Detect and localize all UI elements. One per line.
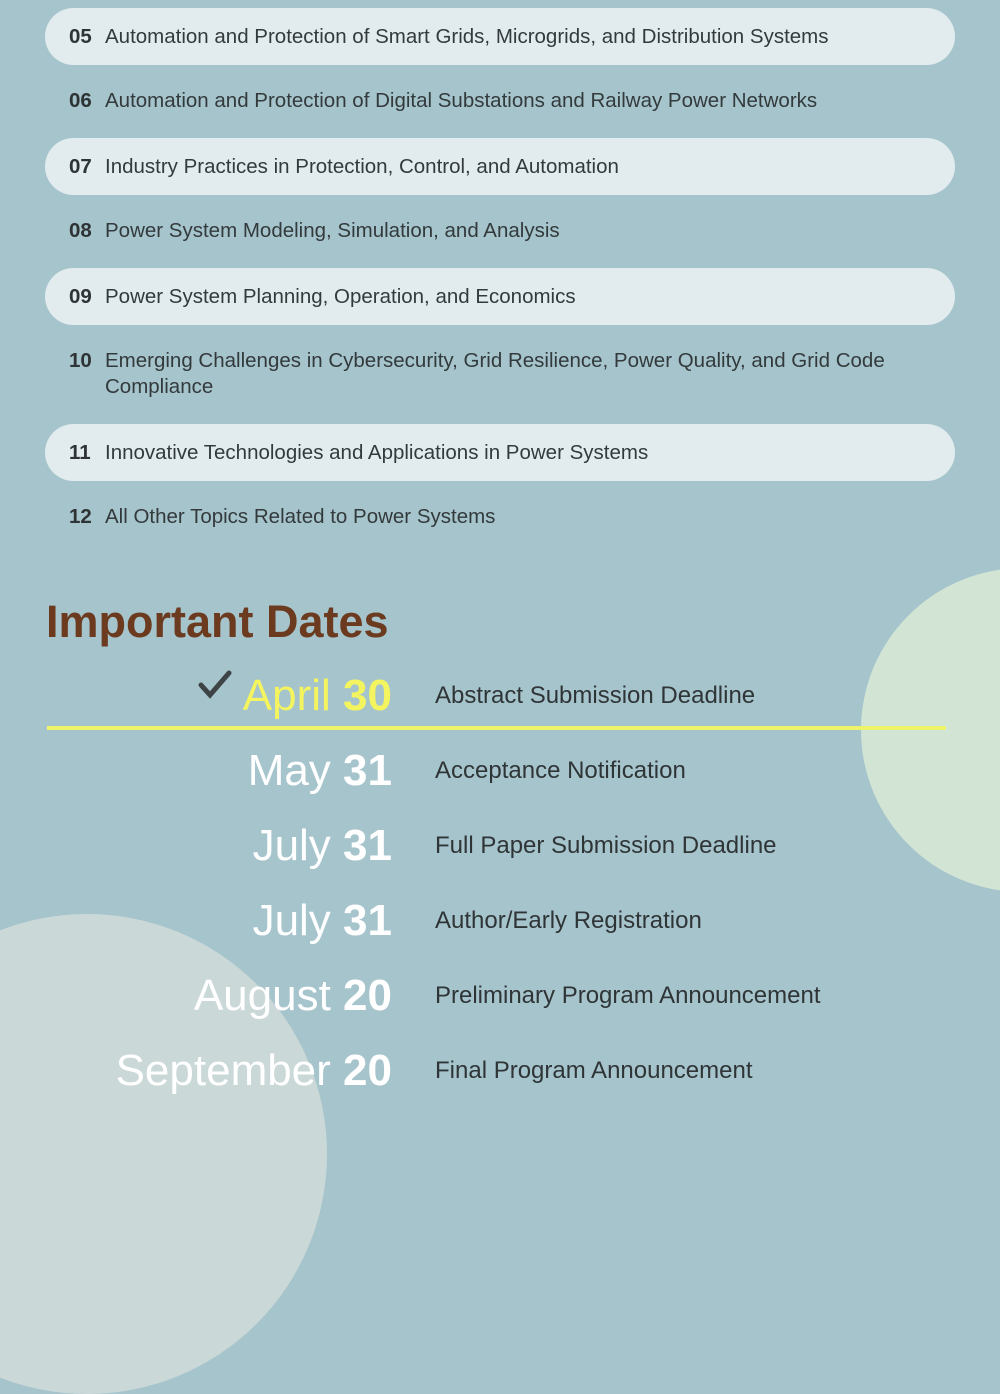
date-day: 31 <box>343 821 392 870</box>
topic-item <box>45 268 955 325</box>
topic-title: Automation and Protection of Digital Substations and Railway Power Networks <box>105 89 818 112</box>
topic-number: 10 <box>69 349 92 372</box>
date-label <box>248 741 392 801</box>
topic-number: 08 <box>69 219 92 242</box>
topic-title: Power System Planning, Operation, and Economics <box>105 284 576 308</box>
topic-title: All Other Topics Related to Power Systems <box>105 505 496 528</box>
date-event: Preliminary Program Announcement <box>435 982 821 1009</box>
date-row <box>0 1041 1000 1101</box>
topic-title: Automation and Protection of Smart Grids, Microgrids, and Distribution Systems <box>105 24 829 48</box>
date-label <box>253 891 392 951</box>
topic-title: Emerging Challenges in Cybersecurity, Grid Resilience, Power Quality, and Grid Code Compliance <box>105 349 885 398</box>
date-row <box>0 741 1000 801</box>
date-event: Acceptance Notification <box>435 757 686 784</box>
date-month: May <box>247 746 331 795</box>
date-label <box>116 1041 392 1101</box>
topic-item <box>45 88 955 114</box>
date-day: 30 <box>343 671 392 720</box>
date-month: July <box>252 821 331 870</box>
date-row <box>0 816 1000 876</box>
date-event: Final Program Announcement <box>435 1057 753 1084</box>
date-month: August <box>193 971 331 1020</box>
topic-number: 09 <box>69 284 92 308</box>
date-label <box>243 666 392 726</box>
date-event: Author/Early Registration <box>435 907 702 934</box>
topic-item <box>45 8 955 65</box>
date-day: 20 <box>343 1046 392 1095</box>
date-event: Full Paper Submission Deadline <box>435 832 777 859</box>
date-label <box>253 816 392 876</box>
date-row-passed <box>0 666 1000 726</box>
important-dates-heading: Important Dates <box>46 596 389 647</box>
topic-number: 11 <box>69 440 91 464</box>
topic-title: Innovative Technologies and Applications in Power Systems <box>105 440 649 464</box>
date-row <box>0 891 1000 951</box>
topic-number: 07 <box>69 154 92 178</box>
topic-item <box>45 424 955 481</box>
topic-item <box>45 218 955 244</box>
checkmark-icon <box>198 668 232 702</box>
date-label <box>194 966 392 1026</box>
date-month: April <box>242 671 331 720</box>
date-event: Abstract Submission Deadline <box>435 682 756 709</box>
date-month: July <box>252 896 331 945</box>
topic-item <box>45 348 955 400</box>
date-row <box>0 966 1000 1026</box>
topic-number: 06 <box>69 89 92 112</box>
date-day: 20 <box>343 971 392 1020</box>
topic-item <box>45 504 955 530</box>
topic-number: 12 <box>69 505 92 528</box>
topic-title: Industry Practices in Protection, Control, and Automation <box>105 154 619 178</box>
topic-item <box>45 138 955 195</box>
date-day: 31 <box>343 896 392 945</box>
topic-title: Power System Modeling, Simulation, and Analysis <box>105 219 560 242</box>
date-day: 31 <box>343 746 392 795</box>
date-month: September <box>115 1046 331 1095</box>
topic-number: 05 <box>69 24 92 48</box>
highlight-divider <box>47 726 946 730</box>
